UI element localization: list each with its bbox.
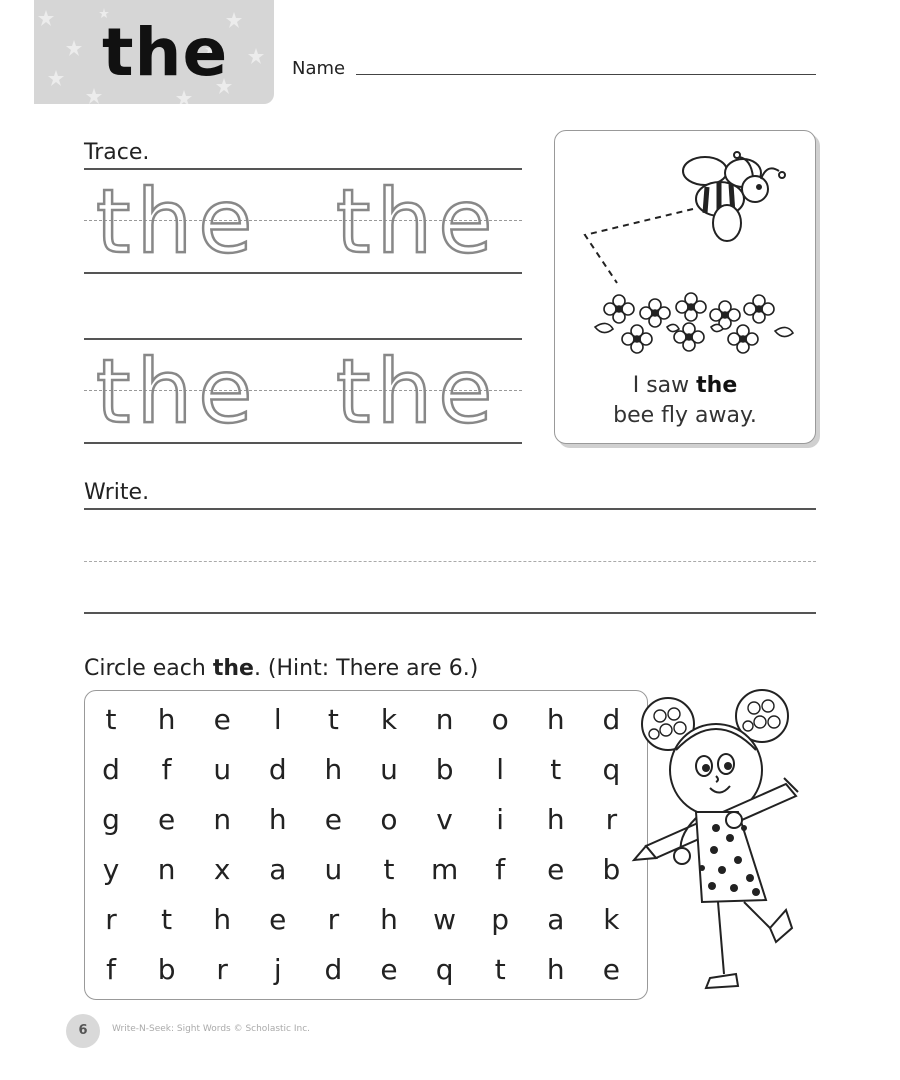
- grid-letter[interactable]: f: [161, 753, 172, 786]
- grid-letter[interactable]: h: [157, 703, 176, 736]
- grid-letter[interactable]: f: [495, 853, 506, 886]
- grid-letter[interactable]: h: [546, 953, 565, 986]
- grid-row: [85, 745, 647, 795]
- grid-letter[interactable]: k: [380, 703, 398, 736]
- grid-letter[interactable]: n: [435, 703, 454, 736]
- grid-row: [85, 895, 647, 945]
- grid-letter[interactable]: j: [273, 953, 282, 986]
- grid-letter[interactable]: b: [435, 753, 454, 786]
- grid-letter[interactable]: u: [380, 753, 398, 786]
- grid-letter[interactable]: l: [273, 703, 282, 736]
- grid-letter[interactable]: t: [550, 753, 562, 786]
- grid-letter[interactable]: d: [324, 953, 343, 986]
- grid-letter[interactable]: e: [269, 903, 287, 936]
- grid-letter[interactable]: h: [546, 803, 565, 836]
- girl-with-pencil-illustration: [626, 688, 806, 998]
- grid-letter[interactable]: e: [602, 953, 620, 986]
- grid-letter[interactable]: t: [327, 703, 339, 736]
- grid-letter[interactable]: r: [605, 803, 618, 836]
- grid-row: [85, 945, 647, 995]
- grid-letter[interactable]: b: [602, 853, 621, 886]
- grid-letter[interactable]: o: [491, 703, 509, 736]
- caption-text: I saw: [632, 373, 697, 398]
- flowers-icon: [595, 293, 793, 353]
- grid-letter[interactable]: o: [380, 803, 398, 836]
- bee-and-flowers-illustration: [555, 131, 815, 361]
- grid-letter[interactable]: m: [430, 853, 459, 886]
- sight-word-header: [34, 0, 274, 104]
- page-number-badge: 6: [66, 1014, 100, 1048]
- grid-letter[interactable]: n: [157, 853, 176, 886]
- grid-letter[interactable]: h: [213, 903, 232, 936]
- write-title: Write.: [84, 480, 150, 505]
- grid-letter[interactable]: q: [435, 953, 454, 986]
- grid-letter[interactable]: h: [324, 753, 343, 786]
- flight-path-icon: [585, 209, 693, 283]
- grid-letter[interactable]: e: [213, 703, 231, 736]
- grid-letter[interactable]: t: [105, 703, 117, 736]
- grid-letter[interactable]: w: [433, 903, 457, 936]
- grid-letter[interactable]: y: [102, 853, 120, 886]
- write-top-line: [84, 508, 816, 510]
- trace-title: Trace.: [84, 140, 150, 165]
- name-field-line[interactable]: [356, 74, 816, 75]
- grid-letter[interactable]: r: [105, 903, 117, 936]
- grid-letter[interactable]: h: [380, 903, 398, 936]
- grid-letter[interactable]: g: [102, 803, 120, 836]
- grid-letter[interactable]: h: [546, 703, 565, 736]
- trace-word[interactable]: the: [336, 170, 499, 273]
- copyright-credit: Write-N-Seek: Sight Words © Scholastic Inc.: [112, 1024, 311, 1034]
- picture-card: [554, 130, 816, 444]
- caption-bold-word: the: [696, 373, 738, 398]
- grid-letter[interactable]: x: [213, 853, 231, 886]
- write-mid-line: [84, 561, 816, 562]
- grid-letter[interactable]: d: [268, 753, 287, 786]
- grid-letter[interactable]: r: [327, 903, 340, 936]
- grid-letter[interactable]: u: [213, 753, 232, 786]
- grid-row: [85, 795, 647, 845]
- grid-letter[interactable]: l: [496, 753, 505, 786]
- grid-letter[interactable]: d: [102, 753, 120, 786]
- grid-letter[interactable]: t: [494, 953, 506, 986]
- name-label: Name: [292, 58, 346, 79]
- grid-letter[interactable]: t: [383, 853, 395, 886]
- grid-letter[interactable]: b: [157, 953, 176, 986]
- grid-letter[interactable]: p: [491, 903, 510, 936]
- caption-text: bee fly away.: [613, 403, 757, 428]
- word-search-grid: [84, 690, 648, 1000]
- grid-letter[interactable]: d: [602, 703, 621, 736]
- grid-letter[interactable]: e: [380, 953, 398, 986]
- trace-word[interactable]: the: [96, 340, 259, 443]
- grid-letter[interactable]: h: [268, 803, 287, 836]
- grid-letter[interactable]: q: [602, 753, 621, 786]
- grid-letter[interactable]: a: [547, 903, 565, 936]
- grid-letter[interactable]: i: [496, 803, 505, 836]
- grid-letter[interactable]: a: [269, 853, 287, 886]
- trace-word[interactable]: the: [96, 170, 259, 273]
- instruction-text: . (Hint: There are 6.): [253, 656, 479, 681]
- instruction-text: Circle each: [84, 656, 213, 681]
- write-base-line[interactable]: [84, 612, 816, 614]
- sight-word-title: the: [102, 14, 229, 91]
- instruction-bold-word: the: [212, 656, 254, 681]
- grid-letter[interactable]: n: [213, 803, 232, 836]
- grid-letter[interactable]: e: [157, 803, 176, 836]
- grid-letter[interactable]: e: [324, 803, 342, 836]
- grid-letter[interactable]: f: [106, 953, 116, 986]
- card-caption: [555, 371, 815, 431]
- grid-letter[interactable]: r: [216, 953, 228, 986]
- grid-row: [85, 695, 647, 745]
- bee-icon: [683, 152, 785, 241]
- circle-instructions: [84, 656, 478, 681]
- grid-letter[interactable]: t: [161, 903, 173, 936]
- grid-letter[interactable]: v: [436, 803, 453, 836]
- trace-word[interactable]: the: [336, 340, 499, 443]
- grid-letter[interactable]: k: [603, 903, 620, 936]
- grid-row: [85, 845, 647, 895]
- grid-letter[interactable]: e: [547, 853, 565, 886]
- grid-letter[interactable]: u: [324, 853, 343, 886]
